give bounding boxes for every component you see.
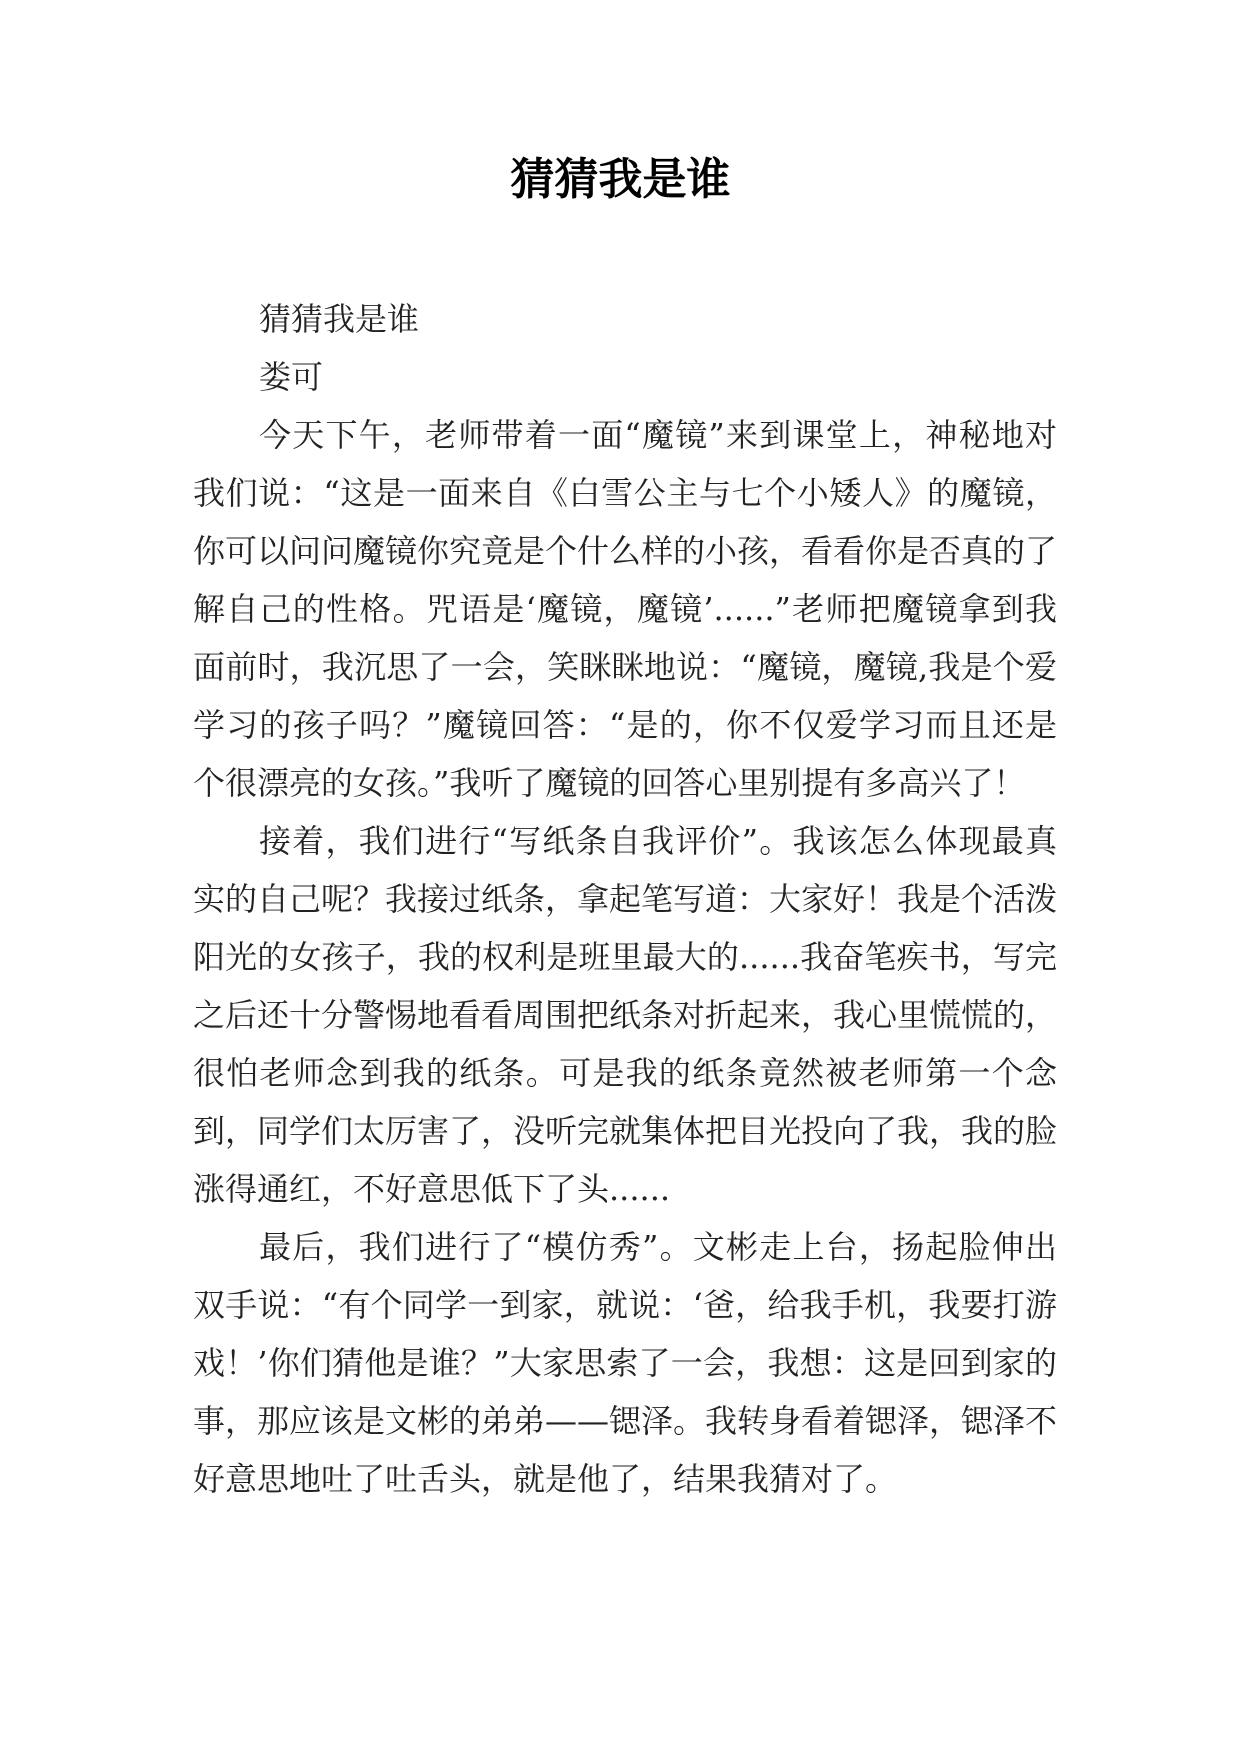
paragraph-imitation-show: 最后，我们进行了“模仿秀”。文彬走上台，扬起脸伸出双手说：“有个同学一到家，就说：‘爸，给我手机，我要打游戏！’你们猜他是谁？”大家思索了一会，我想：这是回到家的事，那应该是文彬的弟弟——锶泽。我转身看着锶泽，锶泽不好意思地吐了吐舌头，就是他了，结果我猜对了。: [193, 1228, 1058, 1498]
document-title: 猜猜我是谁: [510, 154, 731, 205]
paragraph-self-evaluation: 接着，我们进行“写纸条自我评价”。我该怎么体现最真实的自己呢？我接过纸条，拿起笔写道：大家好！我是个活泼阳光的女孩子，我的权利是班里最大的......我奋笔疾书，写完之后还十分警惕地看看周围把纸条对折起来，我心里慌慌的，很怕老师念到我的纸条。可是我的纸条竟然被老师第一个念到，同学们太厉害了，没听完就集体把目光投向了我，我的脸涨得通红，不好意思低下了头......: [193, 822, 1058, 1208]
document-body: [193, 290, 1057, 1508]
paragraph-subtitle: 猜猜我是谁: [259, 300, 420, 338]
paragraph-author: 娄可: [259, 358, 324, 396]
paragraph-magic-mirror: 今天下午，老师带着一面“魔镜”来到课堂上，神秘地对我们说：“这是一面来自《白雪公主与七个小矮人》的魔镜，你可以问问魔镜你究竟是个什么样的小孩，看看你是否真的了解自己的性格。咒语是‘魔镜，魔镜’......”老师把魔镜拿到我面前时，我沉思了一会，笑眯眯地说：“魔镜，魔镜,我是个爱学习的孩子吗？”魔镜回答：“是的，你不仅爱学习而且还是个很漂亮的女孩。”我听了魔镜的回答心里别提有多高兴了！: [193, 416, 1058, 802]
